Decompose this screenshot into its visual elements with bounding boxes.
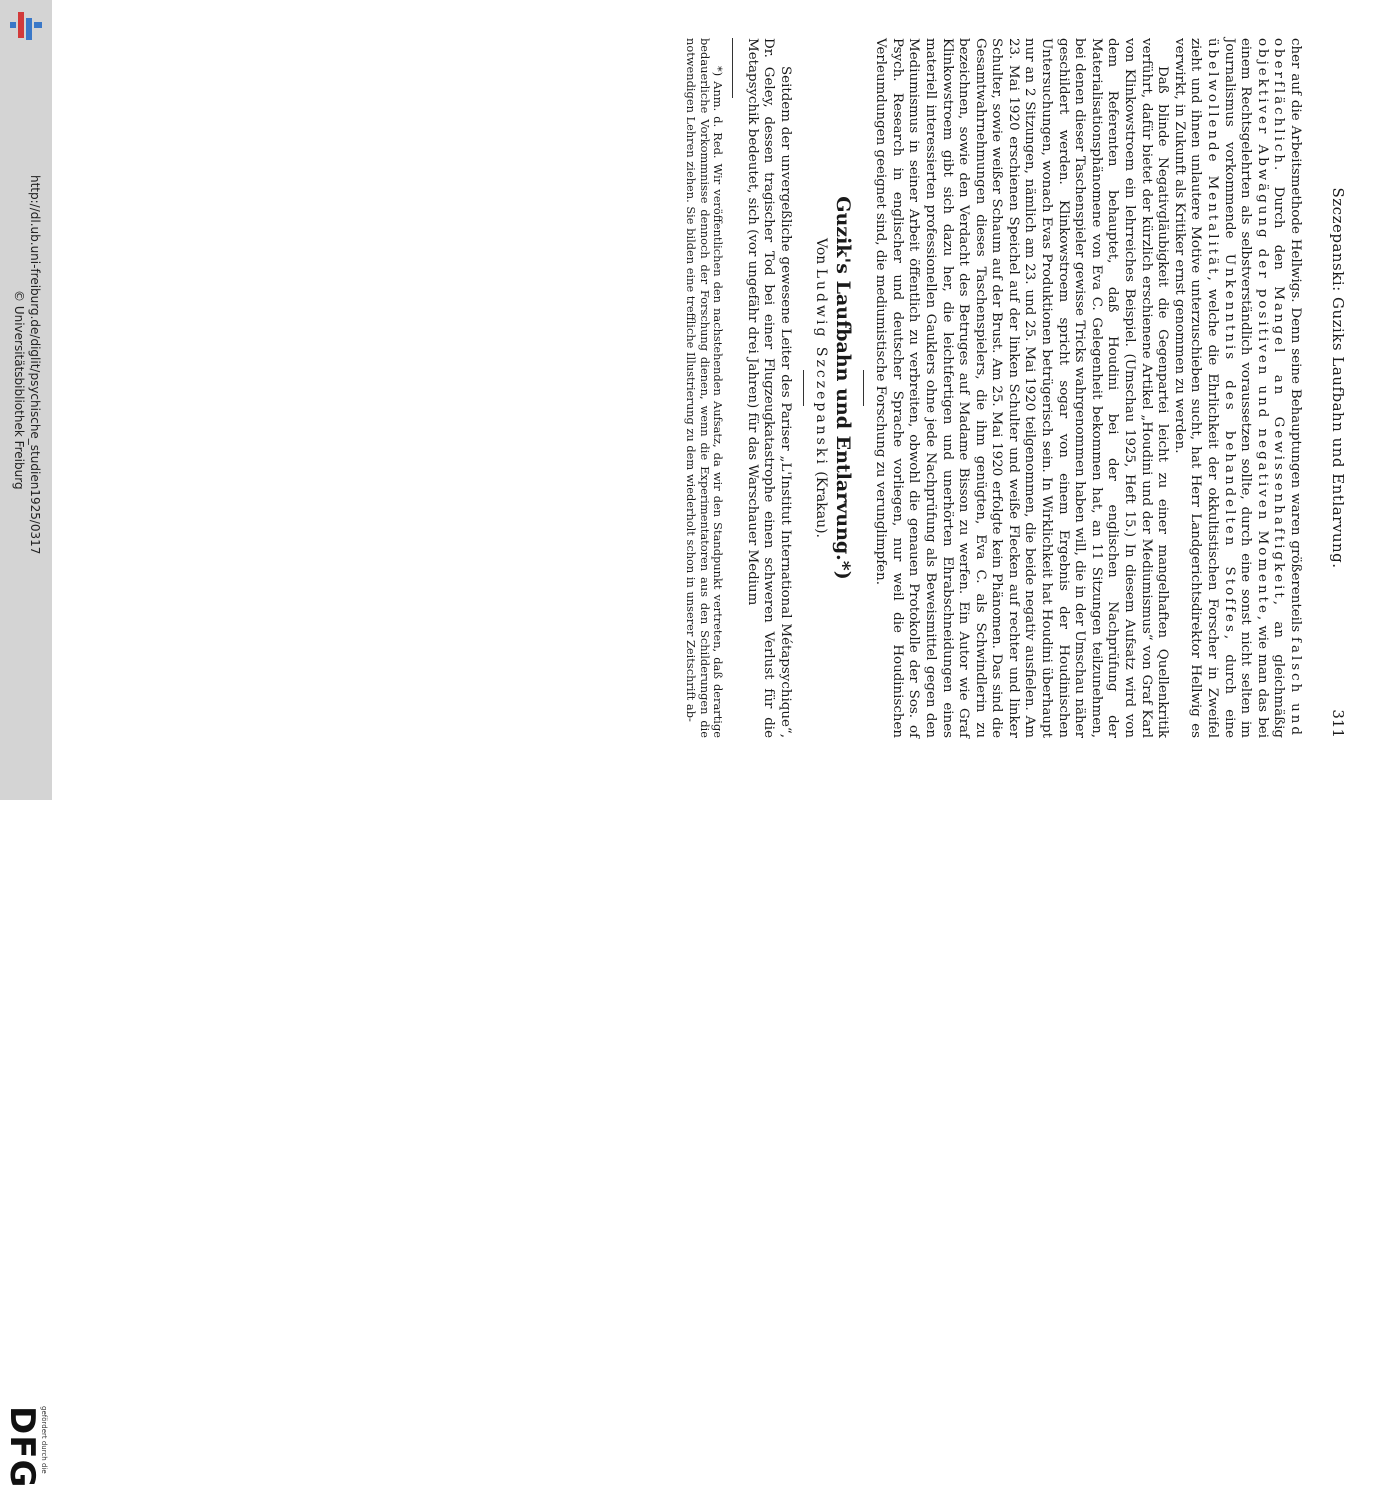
spaced-text: übelwollende Mentalität <box>1205 38 1221 277</box>
author-suffix: (Krakau). <box>812 466 829 538</box>
page-number: 311 <box>1329 709 1347 738</box>
author-name: Ludwig Szczepanski <box>812 268 829 467</box>
text-run: , an gleichmäßig <box>1271 600 1287 738</box>
divider <box>803 370 804 406</box>
dfg-wordmark: DFG <box>2 1406 42 1488</box>
article-author <box>812 38 829 738</box>
text-run: , durch eine <box>1221 634 1237 738</box>
text-run: , wie man das bei einem Rechtsgelehrten als selbstverständlich voraussetzen sollte, durch eine sonst nicht selten im Journalismus vorkommende <box>1221 38 1270 738</box>
page-viewport[interactable] <box>52 0 1381 800</box>
dfg-subtitle: gefördert durch die <box>40 1406 48 1474</box>
text-run: cher auf die Arbeitsmethode Hellwigs. Denn seine Behauptungen waren größerenteils <box>1288 38 1303 638</box>
page-body <box>684 38 1303 738</box>
scanned-page <box>52 0 1381 800</box>
footnote-divider <box>732 38 733 98</box>
text-run: , welche die Ehrlichkeit der okkultistischen Forscher in Zweifel zieht und ihnen unlautere Motive unterzuschieben sucht, hat Herr Landgerichtsdirektor Hellwig es verwirkt, in Zukunft als Kritiker ernst genommen zu werden. <box>1171 38 1221 738</box>
article-title: Guzik's Laufbahn und Entlarvung.*) <box>831 196 854 580</box>
document-url[interactable]: http://dl.ub.uni-freiburg.de/diglit/psychische_studien1925/0317 <box>28 175 42 555</box>
footnote: *) Anm. d. Red. Wir veröffentlichen den nachstehenden Aufsatz, da wir den Standpunkt vertreten, daß derartige bedauerliche Vorkommnisse dennoch der Forschung dienen, wenn die Experimentatoren aus den Schilderungen die notwendigen Lehren ziehen. Sie bilden eine treffliche Illustrierung zu dem wiederholt schon in unserer Zeitschrift ab- <box>684 38 726 738</box>
viewer-sidebar <box>0 0 52 1488</box>
dfg-logo <box>0 700 52 1488</box>
paragraph-2: Daß blinde Negativgläubigkeit die Gegenpartei leicht zu einer mangelhaften Quellenkritik verführt, dafür bietet der kürzlich erschienene Artikel „Houdini und der Mediumismus“ von Graf Karl von Klinkowstroem ein lehrreiches Beispiel. (Umschau 1925, Heft 15.) In diesem Aufsatz wird von dem Referenten behauptet, daß Houdini bei der englischen Nachprüfung der Materialisationsphänomene von Eva C. Gelegenheit bekommen hat, an 11 Sitzungen teilzunehmen, bei denen dieser Taschenspieler gewisse Tricks wahrgenommen haben will, die in der Umschau näher geschildert werden. Klinkowstroem spricht sogar von einem Ergebnis der Houdinischen Untersuchungen, wonach Evas Produktionen betrügerisch sein. In Wirklichkeit hat Houdini überhaupt nur an 2 Sitzungen, nämlich am 23. und 25. Mai 1920 teilgenommen, die beide negativ ausfielen. Am 23. Mai 1920 erschienen Speichel auf der linken Schulter und weiße Flecken auf rechter und linker Schulter, sowie weißer Schaum auf der Brust. Am 25. Mai 1920 erfolgte kein Phänomen. Das sind die Gesamtwahrnehmungen dieses Taschenspielers, die ihm genügten, Eva C. als Schwindlerin zu bezeichnen, sowie den Verdacht des Betruges auf Madame Bisson zu werfen. Ein Autor wie Graf Klinkowstroem gibt sich dazu her, die leichtfertigen und unerhörten Ehrabschneidungen eines materiell interessierten professionellen Gauklers ohne jede Nachprüfung als Beweismittel gegen den Mediumismus in seiner Arbeit öffentlich zu verbreiten, obwohl die genauen Protokolle der Sos. of Psych. Research in englischer und deutscher Sprache vorliegen, nur weil die Houdinischen Verleumdungen geeignet sind, die mediumistische Forschung zu verunglimpfen. <box>873 38 1171 738</box>
running-title: Szczepanski: Guziks Laufbahn und Entlarvung. <box>1329 187 1347 569</box>
paragraph-3: Seitdem der unvergeßliche gewesene Leiter des Pariser „L'Institut International Métapsychique“, Dr. Geley, dessen tragischer Tod bei einer Flugzeugkatastrophe einen schweren Verlust für die Metapsychik bedeutet, sich (vor ungefähr drei Jahren) für das Warschauer Medium <box>744 38 793 738</box>
page-text-block <box>52 38 1381 738</box>
text-run: . Durch den <box>1271 166 1287 287</box>
copyright-notice: © Universitätsbibliothek Freiburg <box>12 290 26 490</box>
spaced-text: objektiver Abwägung der positiven und negativen Momente <box>1254 38 1270 616</box>
paragraph-1 <box>1170 38 1303 738</box>
divider <box>863 370 864 406</box>
spaced-text: Mangel an Gewissenhaftigkeit <box>1271 286 1287 601</box>
spaced-text: falsch und oberflächlich <box>1271 38 1303 739</box>
author-prefix: Von <box>812 238 829 269</box>
spaced-text: Unkenntnis des behandelten Stoffes <box>1221 253 1237 635</box>
